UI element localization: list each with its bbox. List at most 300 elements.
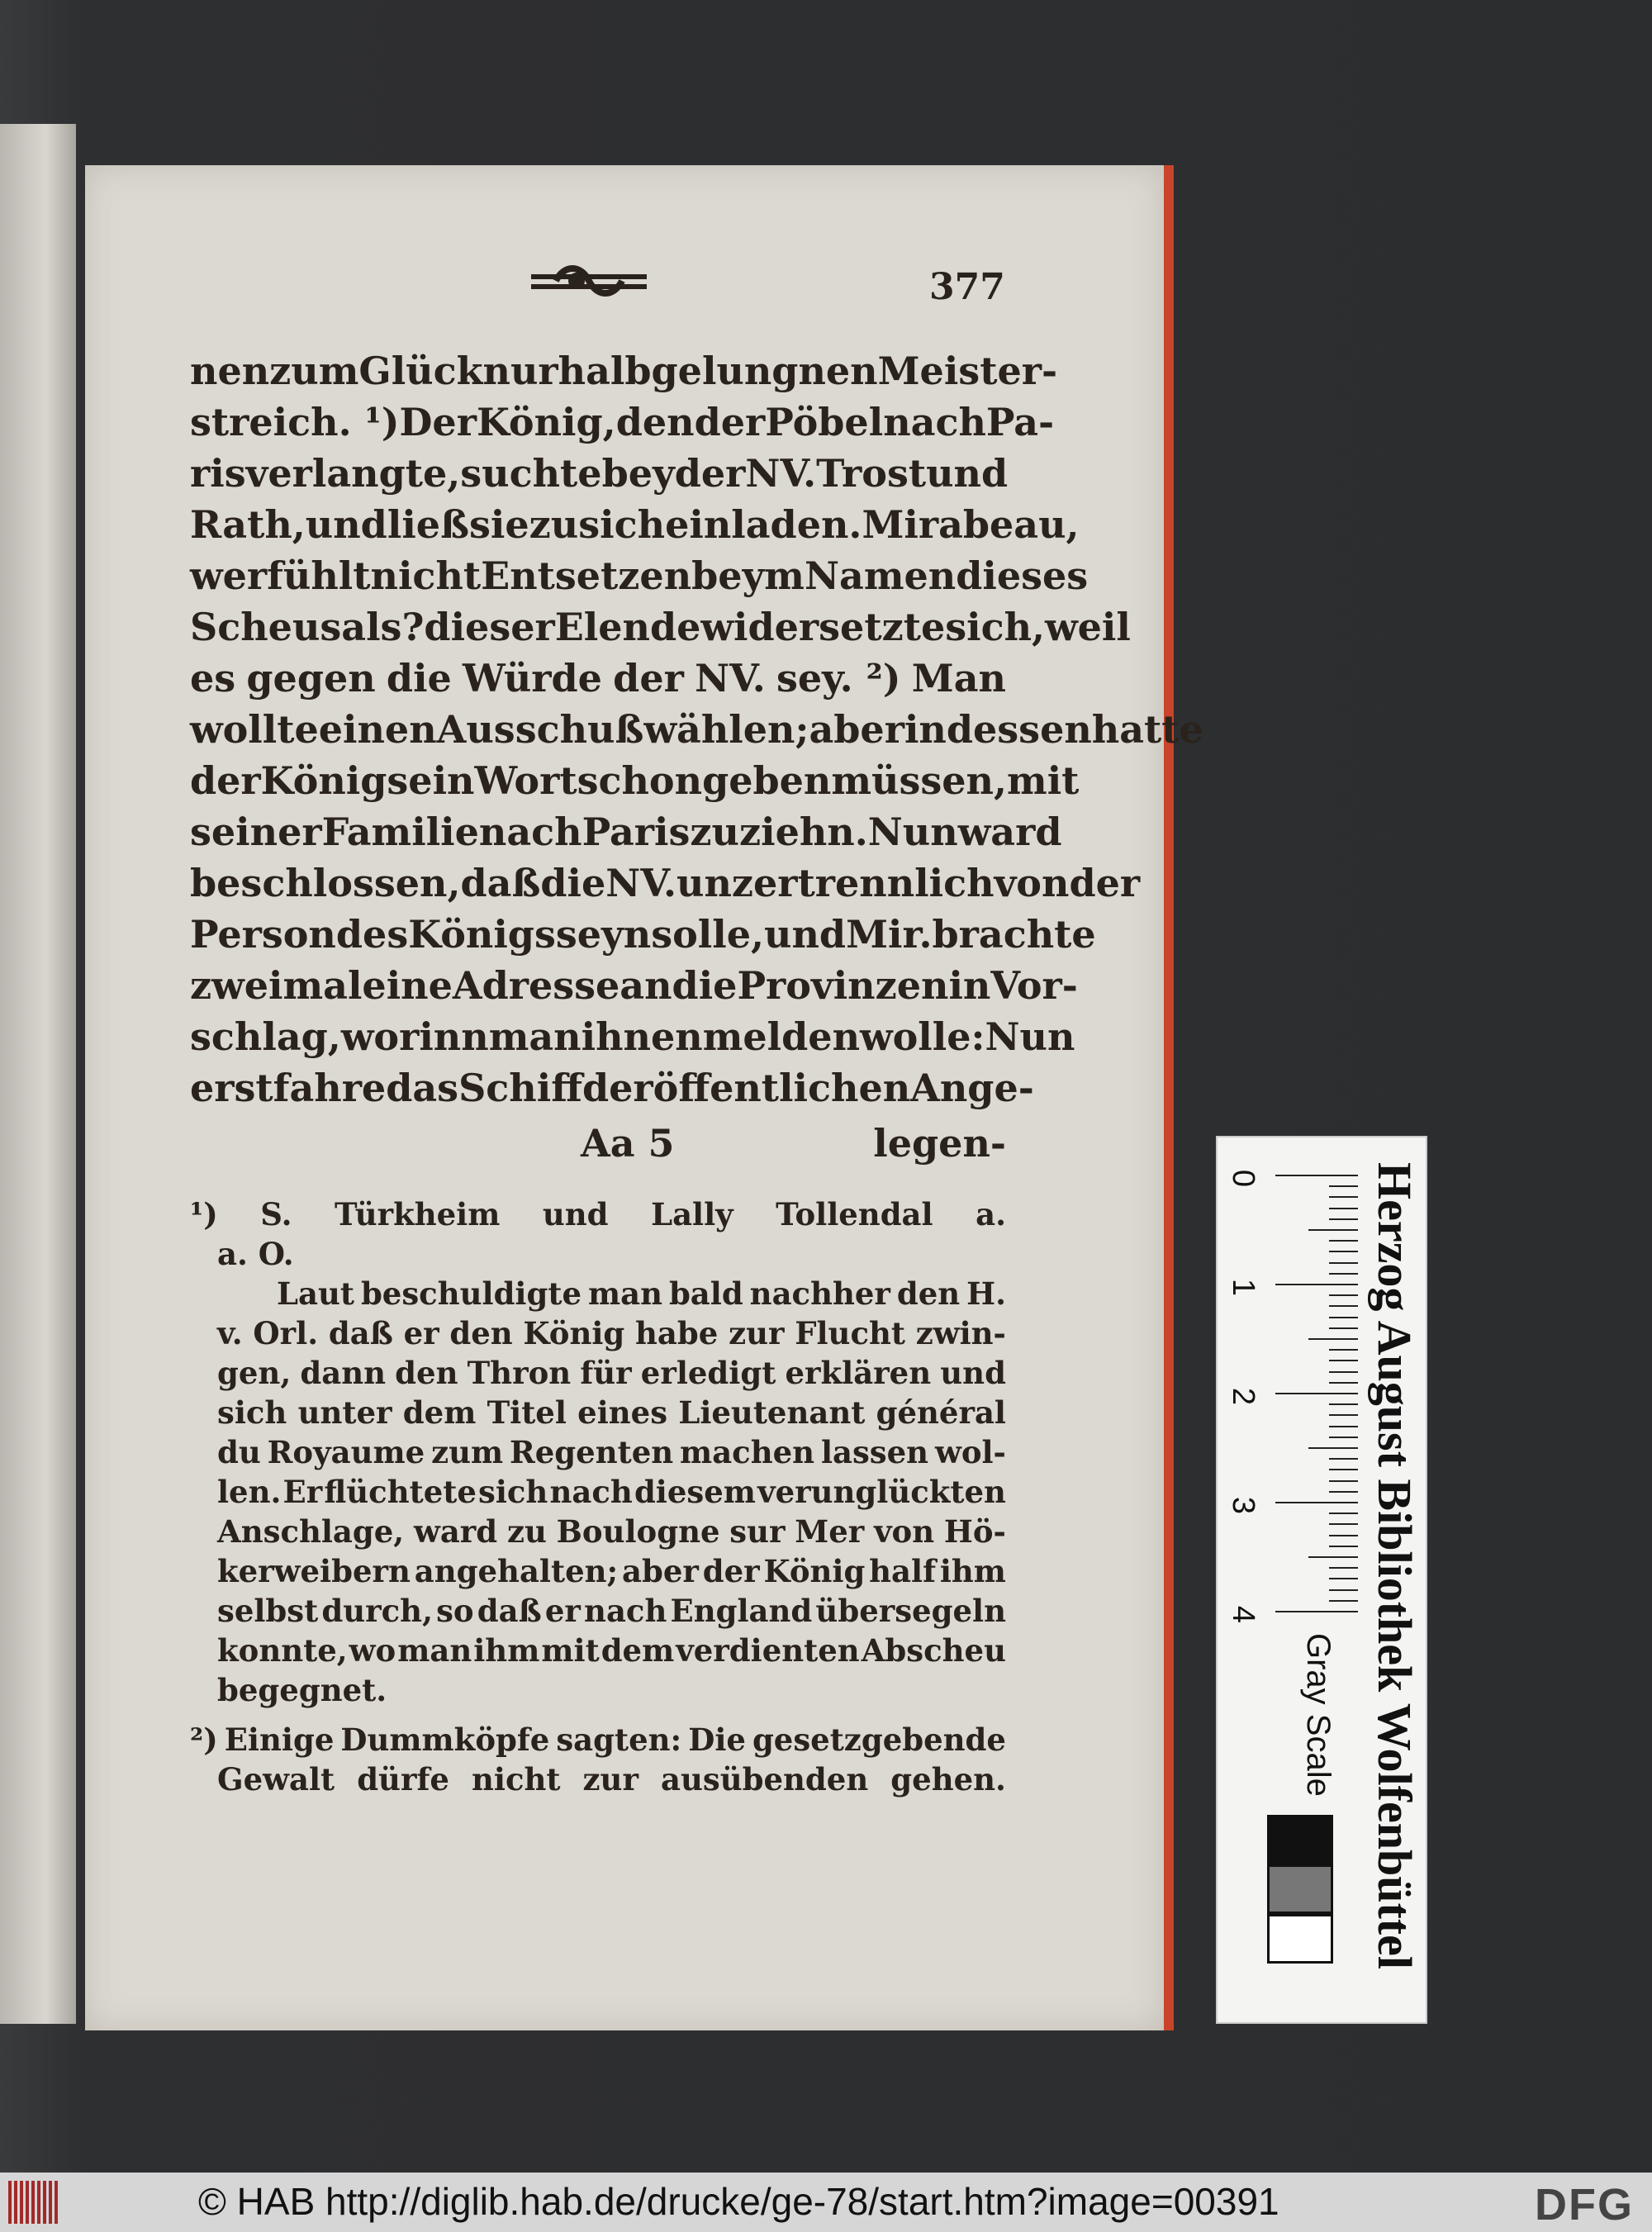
- text-line: [190, 1066, 1034, 1115]
- word: König: [523, 1315, 625, 1351]
- word: Gewalt: [217, 1761, 335, 1797]
- word: Einige: [224, 1721, 335, 1758]
- catchword: [853, 1121, 1006, 1171]
- gray-scale-label: Gray Scale: [1300, 1633, 1336, 1797]
- ruler-tick: [1275, 1611, 1358, 1612]
- word: schon: [577, 758, 703, 803]
- word: beschuldigte: [360, 1275, 582, 1312]
- word: einen: [318, 707, 437, 752]
- word: sagten:: [556, 1721, 682, 1758]
- word: durch,: [321, 1593, 433, 1629]
- ruler-tick: [1308, 1338, 1358, 1340]
- word: sich: [217, 1394, 287, 1431]
- word: hatte: [1091, 707, 1203, 752]
- word: melden: [702, 1014, 861, 1059]
- footnote-line: [217, 1474, 1006, 1513]
- word: man: [488, 1014, 582, 1059]
- word: lassen: [820, 1434, 929, 1470]
- word: für: [580, 1355, 632, 1391]
- ruler-tick: [1308, 1447, 1358, 1449]
- word: nach: [883, 400, 986, 444]
- word: mit: [541, 1632, 600, 1669]
- word: das: [386, 1066, 459, 1110]
- text-line: [190, 1014, 1075, 1064]
- ruler-tick: [1329, 1273, 1358, 1275]
- word: konnte,: [217, 1632, 348, 1669]
- word: daß: [328, 1315, 393, 1351]
- footnote-line: [190, 1196, 1006, 1236]
- word: eines: [577, 1394, 668, 1431]
- word: brachte: [932, 912, 1096, 957]
- word: fahre: [273, 1066, 387, 1110]
- footnote-line: [190, 1721, 1006, 1761]
- word: a. O.: [217, 1236, 294, 1272]
- word: Laut: [277, 1275, 354, 1312]
- footnote-line: [217, 1315, 1006, 1355]
- word: Tollendal: [776, 1196, 933, 1232]
- word: Schiff: [458, 1066, 582, 1110]
- word: verdienten: [676, 1632, 860, 1669]
- word: Nun: [867, 810, 958, 854]
- ruler-tick: [1329, 1567, 1358, 1569]
- word: zum: [269, 349, 359, 393]
- ruler-number: 0: [1226, 1169, 1261, 1188]
- word: wolle:: [860, 1014, 985, 1059]
- catchword-text: legen-: [873, 1121, 1006, 1166]
- word: NV.: [605, 861, 677, 905]
- ruler-tick: [1329, 1382, 1358, 1384]
- word: Mirabeau,: [862, 502, 1080, 547]
- word: der: [694, 400, 766, 444]
- word: gegen: [246, 656, 376, 700]
- word: Thron: [467, 1355, 572, 1391]
- word: er: [544, 1593, 581, 1629]
- ruler-tick: [1329, 1251, 1358, 1252]
- word: man: [587, 1275, 662, 1312]
- word: ward: [957, 810, 1062, 854]
- word: v.: [217, 1315, 243, 1351]
- word: nach: [584, 1593, 667, 1629]
- word: bey: [601, 451, 675, 496]
- gray-swatch: [1267, 1864, 1333, 1914]
- word: die: [672, 963, 738, 1008]
- ruler-tick: [1329, 1535, 1358, 1536]
- word: König: [260, 758, 387, 803]
- word: aber: [809, 707, 904, 752]
- text-line: [190, 502, 1080, 552]
- word: wählen;: [643, 707, 809, 752]
- word: eine: [362, 963, 453, 1008]
- word: er: [403, 1315, 439, 1351]
- word: Adresse: [452, 963, 620, 1008]
- word: Lally: [651, 1196, 733, 1232]
- word: Scheusals?: [190, 605, 425, 649]
- word: Ausschuß: [436, 707, 644, 752]
- word: zum: [431, 1434, 504, 1470]
- word: sich,: [945, 605, 1046, 649]
- ruler-tick: [1329, 1578, 1358, 1579]
- word: sich: [578, 502, 666, 547]
- word: Hö-: [943, 1513, 1006, 1550]
- word: nachher: [749, 1275, 890, 1312]
- word: seiner: [190, 810, 322, 854]
- word: streich. ¹): [190, 400, 400, 444]
- word: Person: [190, 912, 336, 957]
- word: zweimal: [190, 963, 363, 1008]
- word: ausübenden: [661, 1761, 869, 1797]
- word: man: [397, 1632, 472, 1669]
- word: beschlossen,: [190, 861, 461, 905]
- word: zu: [506, 1513, 547, 1550]
- word: sie: [469, 502, 529, 547]
- word: ¹): [190, 1196, 218, 1232]
- word: wol-: [934, 1434, 1006, 1470]
- ruler-tick: [1329, 1218, 1358, 1220]
- word: und: [940, 1355, 1006, 1391]
- word: aber: [622, 1553, 699, 1589]
- word: Dummköpfe: [340, 1721, 550, 1758]
- ruler-tick: [1329, 1240, 1358, 1242]
- word: selbst: [217, 1593, 319, 1629]
- ruler-tick: [1329, 1513, 1358, 1514]
- text-line: [190, 810, 1062, 859]
- word: half: [869, 1553, 937, 1589]
- word: Glück: [358, 349, 483, 393]
- word: Elende: [554, 605, 701, 649]
- word: von: [874, 1513, 935, 1550]
- word: der: [582, 1066, 653, 1110]
- word: S.: [260, 1196, 292, 1232]
- text-line: [190, 861, 1141, 910]
- word: unter: [297, 1394, 392, 1431]
- word: diesem: [634, 1474, 756, 1510]
- word: zwin-: [915, 1315, 1006, 1351]
- text-line: [190, 400, 1055, 449]
- word: Vor-: [990, 963, 1078, 1008]
- word: Boulogne: [556, 1513, 720, 1550]
- word: Namen: [804, 553, 957, 598]
- word: widersetzte: [700, 605, 946, 649]
- word: H.: [966, 1275, 1006, 1312]
- word: Regenten: [510, 1434, 674, 1470]
- ruler-tick: [1329, 1294, 1358, 1296]
- word: der: [190, 758, 261, 803]
- word: Provinzen: [737, 963, 949, 1008]
- word: so: [436, 1593, 474, 1629]
- ruler-number: 4: [1226, 1605, 1261, 1624]
- word: schlag,: [190, 1014, 341, 1059]
- ruler-tick: [1329, 1414, 1358, 1416]
- word: und: [305, 502, 387, 547]
- text-line: [190, 605, 1131, 654]
- ruler-tick: [1329, 1523, 1358, 1525]
- footer-copyright-link[interactable]: © HAB http://diglib.hab.de/drucke/ge-78/start.htm?image=00391: [198, 2180, 1279, 2223]
- word: Königs: [408, 912, 556, 957]
- word: ²): [190, 1721, 218, 1758]
- footnote-line: [217, 1553, 1006, 1593]
- word: wo: [349, 1632, 396, 1669]
- ruler-tick: [1329, 1458, 1358, 1460]
- footer-bar: [0, 2173, 1652, 2232]
- adjacent-page-edge: [0, 124, 76, 2024]
- word: flüchtete: [324, 1474, 477, 1510]
- word: und: [926, 451, 1009, 496]
- word: Familie: [321, 810, 479, 854]
- word: Würde: [463, 656, 602, 700]
- ruler-tick: [1329, 1480, 1358, 1482]
- word: dann: [300, 1355, 387, 1391]
- word: zu: [529, 502, 579, 547]
- word: nach: [549, 1474, 633, 1510]
- word: sich: [478, 1474, 548, 1510]
- word: bald: [668, 1275, 743, 1312]
- word: gen,: [217, 1355, 292, 1391]
- word: und: [542, 1196, 609, 1232]
- footnote-line: [217, 1513, 1006, 1553]
- word: machen: [680, 1434, 815, 1470]
- word: général: [876, 1394, 1006, 1431]
- ruler-number: 3: [1226, 1496, 1261, 1515]
- word: öffentlichen: [653, 1066, 911, 1110]
- word: a.: [976, 1196, 1006, 1232]
- ruler-ticks: [1275, 1175, 1358, 1621]
- word: der: [1069, 861, 1141, 905]
- ruler-tick: [1329, 1600, 1358, 1602]
- word: solle,: [651, 912, 765, 957]
- header-ornament-icon: [531, 263, 647, 299]
- word: sur: [729, 1513, 786, 1550]
- word: übersegeln: [815, 1593, 1006, 1629]
- word: fühlt: [267, 553, 371, 598]
- word: Lieutenant: [678, 1394, 866, 1431]
- ruler-tick: [1329, 1546, 1358, 1547]
- ruler-tick: [1329, 1469, 1358, 1470]
- word: dürfe: [357, 1761, 449, 1797]
- hab-logo-icon: [8, 2181, 66, 2224]
- ruler-title: Herzog August Bibliothek Wolfenbüttel: [1368, 1162, 1422, 1969]
- word: Man: [911, 656, 1006, 700]
- word: ihm: [473, 1632, 540, 1669]
- word: halb: [558, 349, 652, 393]
- word: worinn: [340, 1014, 489, 1059]
- word: erledigt: [640, 1355, 776, 1391]
- word: begegnet.: [217, 1672, 387, 1708]
- color-scale-ruler: [1216, 1136, 1427, 2024]
- word: kerweibern: [217, 1553, 411, 1589]
- word: angehalten;: [414, 1553, 619, 1589]
- book-page: [85, 165, 1203, 2030]
- footnote-line: [217, 1761, 1006, 1801]
- word: du: [217, 1434, 261, 1470]
- word: sey. ²): [776, 656, 901, 700]
- word: zu: [690, 810, 739, 854]
- word: Mir.: [846, 912, 933, 957]
- word: Royaume: [267, 1434, 425, 1470]
- word: Pöbel: [765, 400, 884, 444]
- dfg-logo: DFG: [1535, 2180, 1634, 2230]
- word: Rath,: [190, 502, 306, 547]
- word: zur: [582, 1761, 638, 1797]
- ruler-tick: [1275, 1284, 1358, 1285]
- word: habe: [635, 1315, 719, 1351]
- word: ließ: [387, 502, 470, 547]
- word: Er: [282, 1474, 323, 1510]
- text-line: [190, 349, 1058, 398]
- text-line: [190, 707, 1203, 757]
- word: verunglückten: [757, 1474, 1006, 1510]
- word: sein: [387, 758, 475, 803]
- ruler-tick: [1329, 1262, 1358, 1264]
- ruler-tick: [1308, 1229, 1358, 1231]
- word: der: [674, 451, 746, 496]
- word: Die: [688, 1721, 746, 1758]
- word: den: [395, 1355, 458, 1391]
- word: weil: [1045, 605, 1131, 649]
- word: und: [764, 912, 847, 957]
- text-line: [190, 912, 1096, 962]
- ruler-tick: [1275, 1502, 1358, 1503]
- word: an: [620, 963, 672, 1008]
- word: mit: [1007, 758, 1080, 803]
- ruler-tick: [1329, 1196, 1358, 1198]
- word: den: [615, 400, 695, 444]
- word: König,: [476, 400, 616, 444]
- word: dem: [601, 1632, 675, 1669]
- word: unzertrennlich: [676, 861, 995, 905]
- word: wer: [190, 553, 268, 598]
- word: NV.: [695, 656, 766, 700]
- word: nicht: [471, 1761, 561, 1797]
- footnote-line: [277, 1275, 1006, 1315]
- word: dem: [402, 1394, 477, 1431]
- text-line: [190, 963, 1078, 1013]
- word: erklären: [785, 1355, 932, 1391]
- ruler-number: 1: [1226, 1278, 1261, 1297]
- word: Türkheim: [335, 1196, 501, 1232]
- page-number: 377: [929, 266, 1005, 308]
- word: Mer: [795, 1513, 865, 1550]
- signature-mark: Aa 5: [581, 1121, 675, 1166]
- word: gelungnen: [651, 349, 878, 393]
- ruler-tick: [1275, 1175, 1358, 1176]
- word: der: [613, 656, 684, 700]
- ruler-tick: [1329, 1360, 1358, 1361]
- word: indessen: [904, 707, 1092, 752]
- ruler-tick: [1329, 1589, 1358, 1591]
- ruler-tick: [1329, 1327, 1358, 1329]
- word: Wort: [474, 758, 577, 803]
- word: ihnen: [581, 1014, 703, 1059]
- word: daß: [460, 861, 541, 905]
- word: Titel: [487, 1394, 567, 1431]
- footnote-line: [217, 1236, 1006, 1275]
- word: den: [449, 1315, 513, 1351]
- text-line: [190, 656, 1006, 705]
- footnote-line: [217, 1394, 1006, 1434]
- word: beym: [691, 553, 805, 598]
- word: Nun: [985, 1014, 1075, 1059]
- word: geben: [702, 758, 832, 803]
- word: einladen.: [665, 502, 862, 547]
- word: ward: [413, 1513, 498, 1550]
- word: Entsetzen: [481, 553, 692, 598]
- ruler-tick: [1308, 1556, 1358, 1558]
- word: nicht: [370, 553, 482, 598]
- word: erst: [190, 1066, 273, 1110]
- word: gesetzgebende: [752, 1721, 1006, 1758]
- gray-swatch: [1267, 1914, 1333, 1964]
- word: gehen.: [890, 1761, 1006, 1797]
- word: ris: [190, 451, 246, 496]
- ruler-tick: [1275, 1393, 1358, 1394]
- footnote-line: [217, 1632, 1006, 1672]
- word: König: [763, 1553, 866, 1589]
- ruler-tick: [1329, 1426, 1358, 1427]
- footnote-line: [217, 1355, 1006, 1394]
- word: zur: [729, 1315, 785, 1351]
- word: Der: [399, 400, 477, 444]
- text-line: [190, 553, 1089, 603]
- word: Abscheu: [861, 1632, 1006, 1669]
- ruler-number: 2: [1226, 1387, 1261, 1406]
- word: Pa-: [985, 400, 1055, 444]
- gray-swatch: [1267, 1815, 1333, 1864]
- word: müssen,: [831, 758, 1008, 803]
- ruler-tick: [1329, 1371, 1358, 1373]
- word: in: [948, 963, 991, 1008]
- ruler-tick: [1329, 1185, 1358, 1187]
- word: len.: [217, 1474, 282, 1510]
- word: dieses: [956, 553, 1089, 598]
- ruler-tick: [1329, 1349, 1358, 1351]
- word: England: [670, 1593, 813, 1629]
- word: des: [335, 912, 409, 957]
- word: Trost: [816, 451, 927, 496]
- word: Anschlage,: [217, 1513, 405, 1550]
- word: den: [896, 1275, 961, 1312]
- text-line: [190, 451, 1009, 501]
- ruler-tick: [1329, 1305, 1358, 1307]
- word: seyn: [555, 912, 652, 957]
- word: daß: [477, 1593, 542, 1629]
- text-line: [190, 758, 1080, 808]
- word: nach: [478, 810, 582, 854]
- ruler-tick: [1329, 1403, 1358, 1405]
- ruler-tick: [1329, 1491, 1358, 1493]
- footnote-line: [217, 1434, 1006, 1474]
- ruler-tick: [1329, 1317, 1358, 1318]
- word: verlangte,: [245, 451, 461, 496]
- word: NV.: [745, 451, 817, 496]
- word: dieser: [424, 605, 555, 649]
- word: von: [994, 861, 1070, 905]
- word: ziehn.: [738, 810, 868, 854]
- word: der: [702, 1553, 760, 1589]
- ruler-tick: [1329, 1437, 1358, 1438]
- word: Meister-: [877, 349, 1058, 393]
- footnote-line: [217, 1593, 1006, 1632]
- word: Ange-: [910, 1066, 1034, 1110]
- word: ihm: [939, 1553, 1006, 1589]
- word: nen: [190, 349, 270, 393]
- word: Flucht: [795, 1315, 905, 1351]
- word: suchte: [460, 451, 602, 496]
- word: es: [190, 656, 236, 700]
- word: die: [540, 861, 606, 905]
- footnote-line: [217, 1672, 1006, 1712]
- word: nur: [482, 349, 558, 393]
- word: wollte: [190, 707, 319, 752]
